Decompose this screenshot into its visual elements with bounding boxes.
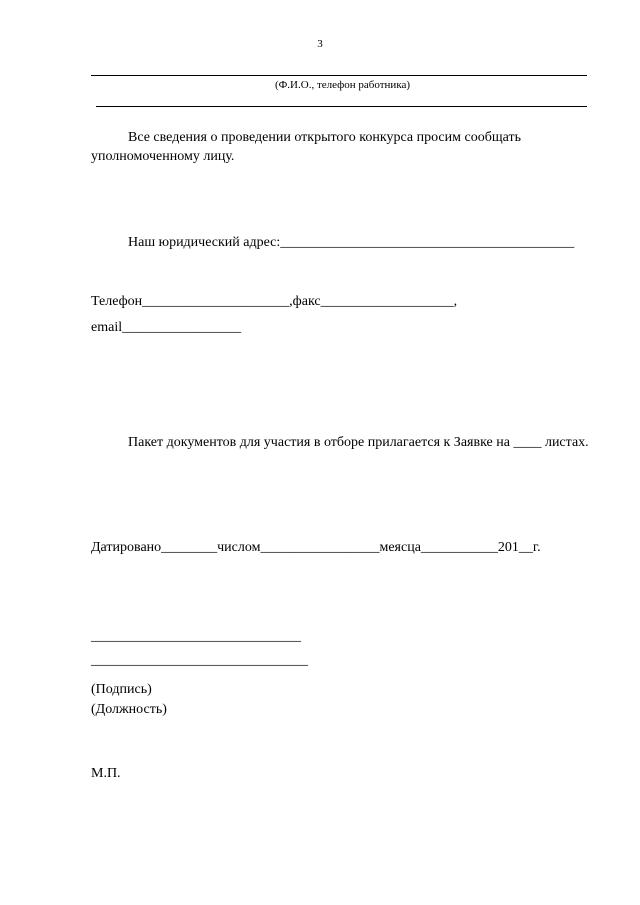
legal-address-line: Наш юридический адрес:__________________________________________ bbox=[128, 235, 575, 250]
notice-paragraph: Все сведения о проведении открытого конкурса просим сообщать уполномоченному лицу. bbox=[91, 130, 521, 164]
stamp-label: М.П. bbox=[91, 766, 121, 781]
signature-underline-1: ______________________________ bbox=[91, 629, 301, 644]
fio-caption: (Ф.И.О., телефон работника) bbox=[274, 79, 411, 91]
fio-rule bbox=[91, 75, 587, 76]
position-label: (Должность) bbox=[91, 702, 167, 717]
dated-line: Датировано________числом_________________меясца___________201__г. bbox=[91, 540, 541, 555]
page-number: 3 bbox=[317, 38, 323, 50]
email-line: email_________________ bbox=[91, 320, 242, 335]
signature-label: (Подпись) bbox=[91, 682, 152, 697]
package-paragraph: Пакет документов для участия в отборе прилагается к Заявке на ____ листах. bbox=[128, 435, 589, 450]
phone-fax-line: Телефон_____________________,факс___________________, bbox=[91, 294, 458, 309]
signature-underline-2: _______________________________ bbox=[91, 653, 308, 668]
second-rule bbox=[96, 106, 587, 107]
